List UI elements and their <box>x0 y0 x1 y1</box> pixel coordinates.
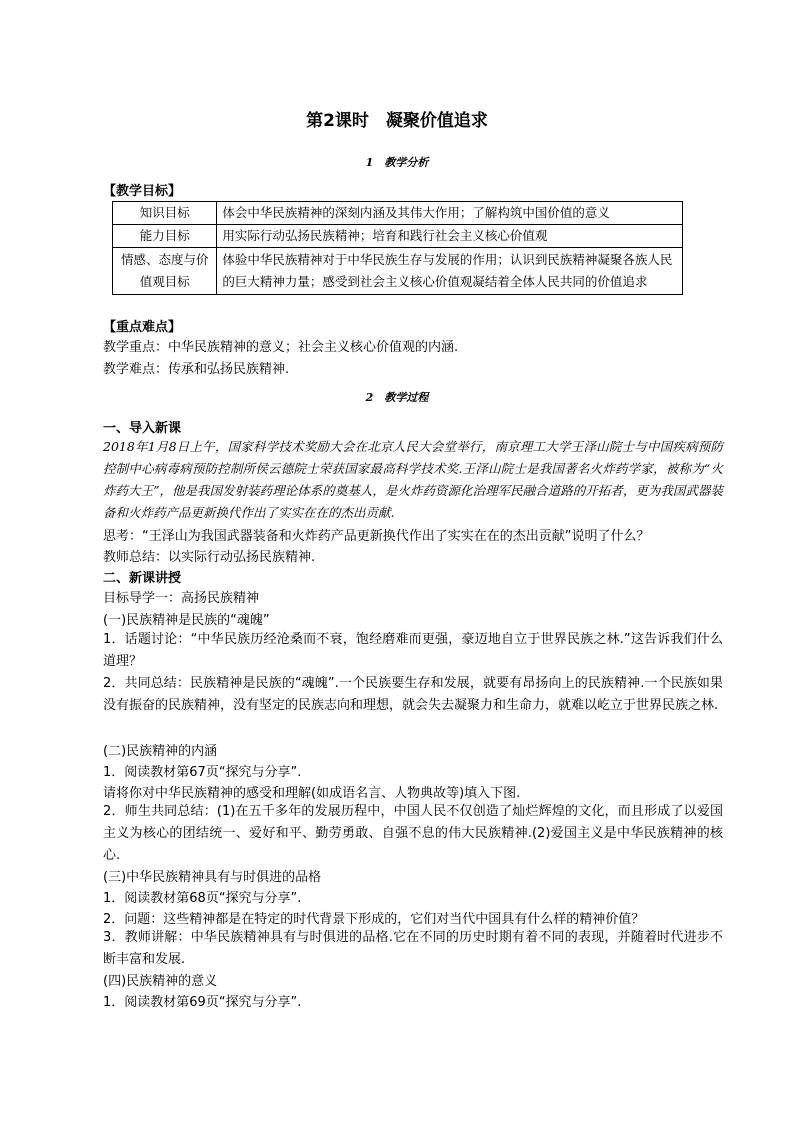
instruction-item: 请将你对中华民族精神的感受和理解(如成语名言、人物典故等)填入下图. <box>103 786 521 801</box>
think-question: 思考：“王泽山为我国武器装备和火炸药产品更新换代作出了实实在在的杰出贡献”说明了什么？ <box>103 529 650 544</box>
teaching-goals-table <box>112 201 683 295</box>
lesson-title: 第2课时 凝聚价值追求 <box>306 111 488 131</box>
part-heading-new-lesson: 二、新课讲授 <box>103 571 182 586</box>
goal-label: 知识目标 <box>113 202 217 225</box>
summary-item: 2．师生共同总结：(1)在五千多年的发展历程中，中国人民不仅创造了灿烂辉煌的文化，而且形成了以爱国主义为核心的团结统一、爱好和平、勤劳勇敢、自强不息的伟大民族精神.(2)爱国主义是中华民族精神的核心. <box>103 804 723 863</box>
table-row <box>113 248 683 295</box>
table-row <box>113 225 683 248</box>
reading-item: 1．阅读教材第68页“探究与分享”. <box>103 891 302 906</box>
part-heading-intro: 一、导入新课 <box>103 421 182 436</box>
difficult-point: 教学难点：传承和弘扬民族精神. <box>103 362 290 377</box>
section-heading-analysis: 1 教学分析 <box>365 156 429 169</box>
goal-text: 体验中华民族精神对于中华民族生存与发展的作用；认识到民族精神凝聚各族人民的巨大精神力量；感受到社会主义核心价值观凝结着全体人民共同的价值追求 <box>217 248 683 295</box>
subsection-heading: (四)民族精神的意义 <box>103 974 218 989</box>
summary-item: 2．共同总结：民族精神是民族的“魂魄”.一个民族要生存和发展，就要有昂扬向上的民族精神.一个民族如果没有振奋的民族精神，没有坚定的民族志向和理想，就会失去凝聚力和生命力，就难以屹立于世界民族之林. <box>103 676 723 713</box>
goal-text: 用实际行动弘扬民族精神；培育和践行社会主义核心价值观 <box>217 225 683 248</box>
goal-label: 情感、态度与价值观目标 <box>113 248 217 295</box>
reading-item: 1．阅读教材第67页“探究与分享”. <box>103 765 302 780</box>
explanation-item: 3．教师讲解：中华民族精神具有与时俱进的品格.它在不同的历史时期有着不同的表现，并随着时代进步不断丰富和发展. <box>103 930 723 967</box>
discussion-item: 1．话题讨论：“中华民族历经沧桑而不衰，饱经磨难而更强，豪迈地自立于世界民族之林.”这告诉我们什么道理？ <box>103 632 723 669</box>
reading-item: 1．阅读教材第69页“探究与分享”. <box>103 995 302 1010</box>
subsection-heading: (三)中华民族精神具有与时俱进的品格 <box>103 870 322 885</box>
intro-paragraph: 2018年1月8日上午，国家科学技术奖励大会在北京人民大会堂举行，南京理工大学王泽山院士与中国疾病预防控制中心病毒病预防控制所侯云德院士荣获国家最高科学技术奖.王泽山院士是我国著名火炸药学家，被称为“火炸药大王”，他是我国发射装药理论体系的奠基人，是火炸药资源化治理军民融合道路的开拓者，更为我国武器装备和火炸药产品更新换代作出了实实在在的杰出贡献. <box>103 439 723 520</box>
goal-label: 能力目标 <box>113 225 217 248</box>
subsection-heading: (二)民族精神的内涵 <box>103 744 218 759</box>
section-heading-process: 2 教学过程 <box>365 391 429 404</box>
goal-text: 体会中华民族精神的深刻内涵及其伟大作用；了解构筑中国价值的意义 <box>217 202 683 225</box>
table-row <box>113 202 683 225</box>
teacher-summary: 教师总结：以实际行动弘扬民族精神. <box>103 550 316 565</box>
key-points-heading: 【重点难点】 <box>103 320 182 335</box>
key-point: 教学重点：中华民族精神的意义；社会主义核心价值观的内涵. <box>103 340 459 355</box>
question-item: 2．问题：这些精神都是在特定的时代背景下形成的，它们对当代中国具有什么样的精神价值？ <box>103 912 645 927</box>
goals-heading: 【教学目标】 <box>103 184 182 199</box>
guide-heading: 目标导学一：高扬民族精神 <box>103 591 260 606</box>
subsection-heading: (一)民族精神是民族的“魂魄” <box>103 613 270 628</box>
